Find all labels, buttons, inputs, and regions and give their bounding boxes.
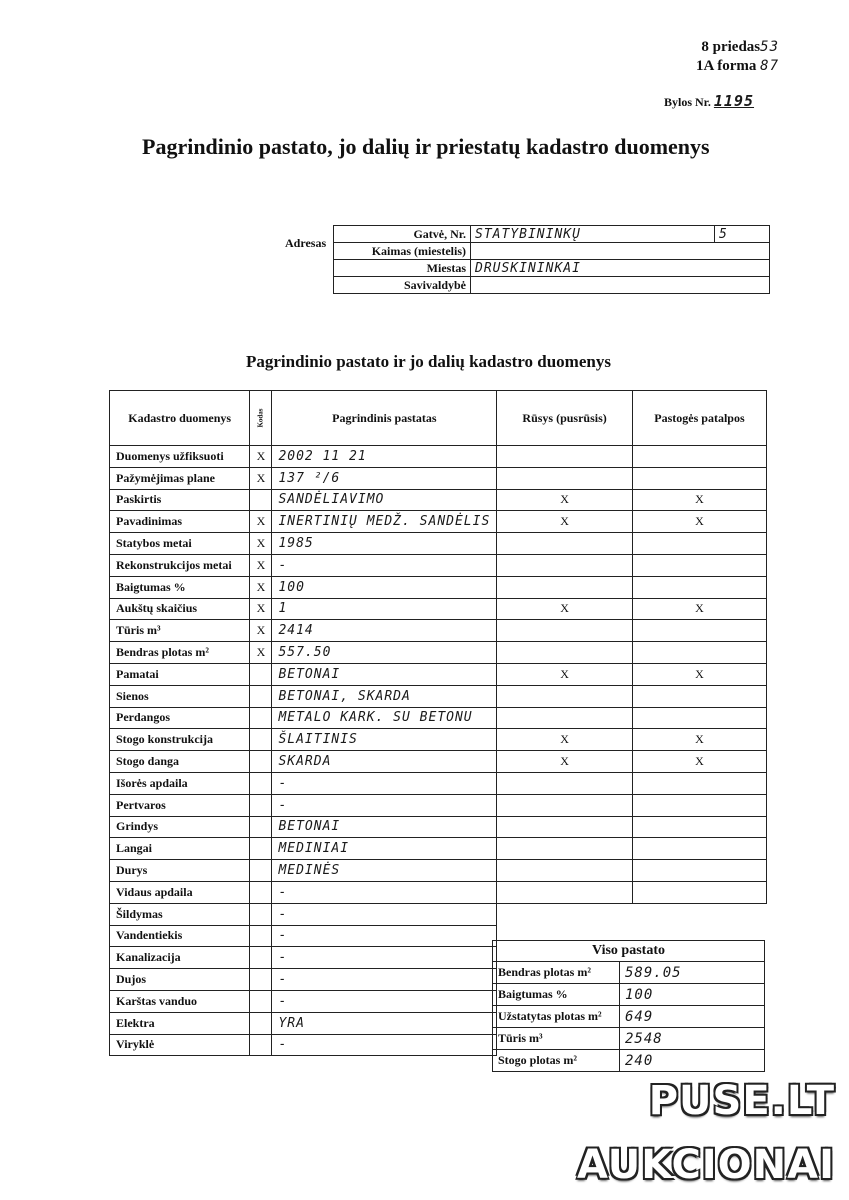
address-row-label: Gatvė, Nr. (334, 226, 471, 243)
main-building-cell: SANDĖLIAVIMO (272, 489, 497, 511)
building-totals-table (492, 940, 765, 1072)
blank-area (497, 903, 767, 925)
address-municipality-value (471, 277, 770, 294)
main-building-cell: MEDINĖS (272, 860, 497, 882)
address-table (333, 225, 770, 294)
basement-cell: X (497, 511, 633, 533)
table-row (110, 642, 767, 664)
attic-cell (632, 576, 766, 598)
table-row (110, 598, 767, 620)
code-cell (250, 1034, 272, 1056)
basement-cell (497, 707, 633, 729)
watermark-line-1: PUSE.LT (648, 1078, 835, 1124)
table-row (493, 1028, 765, 1050)
address-street-value: STATYBININKŲ (471, 226, 715, 243)
table-row (110, 860, 767, 882)
forma-note: 87 (760, 58, 779, 74)
totals-value: 240 (620, 1050, 765, 1072)
row-label: Pavadinimas (110, 511, 250, 533)
row-label: Rekonstrukcijos metai (110, 554, 250, 576)
main-building-cell: METALO KARK. SU BETONU (272, 707, 497, 729)
table-row (110, 511, 767, 533)
priedas-label: 8 priedas (701, 39, 761, 55)
row-label: Pažymėjimas plane (110, 467, 250, 489)
main-building-cell: SKARDA (272, 751, 497, 773)
main-building-cell: - (272, 794, 497, 816)
basement-cell (497, 576, 633, 598)
table-row (110, 838, 767, 860)
main-building-cell: BETONAI (272, 816, 497, 838)
table-row (493, 962, 765, 984)
column-header-attic: Pastogės patalpos (632, 391, 766, 446)
attic-cell (632, 533, 766, 555)
row-label: Stogo danga (110, 751, 250, 773)
row-label: Baigtumas % (110, 576, 250, 598)
address-row-label: Savivaldybė (334, 277, 471, 294)
code-cell: X (250, 533, 272, 555)
code-cell (250, 969, 272, 991)
basement-cell (497, 860, 633, 882)
main-building-cell: BETONAI (272, 663, 497, 685)
code-cell (250, 751, 272, 773)
totals-label: Baigtumas % (493, 984, 620, 1006)
code-cell (250, 925, 272, 947)
table-row (110, 772, 767, 794)
row-label: Elektra (110, 1012, 250, 1034)
basement-cell: X (497, 489, 633, 511)
basement-cell (497, 772, 633, 794)
code-cell: X (250, 446, 272, 468)
main-building-cell: BETONAI, SKARDA (272, 685, 497, 707)
code-cell: X (250, 576, 272, 598)
address-number-value: 5 (715, 226, 770, 243)
basement-cell (497, 642, 633, 664)
row-label: Aukštų skaičius (110, 598, 250, 620)
form-header (696, 38, 779, 76)
code-cell (250, 816, 272, 838)
row-label: Grindys (110, 816, 250, 838)
basement-cell: X (497, 663, 633, 685)
main-building-cell: 2414 (272, 620, 497, 642)
main-building-cell: - (272, 947, 497, 969)
table-row (110, 554, 767, 576)
row-label: Paskirtis (110, 489, 250, 511)
address-village-value (471, 243, 770, 260)
main-building-cell: - (272, 1034, 497, 1056)
attic-cell (632, 881, 766, 903)
basement-cell (497, 881, 633, 903)
basement-cell: X (497, 729, 633, 751)
case-number-label: Bylos Nr. (664, 95, 711, 109)
watermark-line-2: AUKCIONAI (577, 1142, 835, 1188)
main-building-cell: 2002 11 21 (272, 446, 497, 468)
totals-label: Tūris m³ (493, 1028, 620, 1050)
table-row (110, 707, 767, 729)
row-label: Stogo konstrukcija (110, 729, 250, 751)
main-building-cell: 557.50 (272, 642, 497, 664)
attic-cell (632, 816, 766, 838)
table-row (110, 576, 767, 598)
address-city-value: DRUSKININKAI (471, 260, 770, 277)
main-building-cell: 137 ²/6 (272, 467, 497, 489)
basement-cell (497, 838, 633, 860)
code-cell: X (250, 598, 272, 620)
attic-cell: X (632, 663, 766, 685)
code-cell (250, 729, 272, 751)
row-label: Išorės apdaila (110, 772, 250, 794)
main-building-cell: YRA (272, 1012, 497, 1034)
code-cell: X (250, 642, 272, 664)
case-number (664, 92, 754, 110)
row-label: Pamatai (110, 663, 250, 685)
table-row (493, 984, 765, 1006)
basement-cell: X (497, 751, 633, 773)
code-cell (250, 838, 272, 860)
table-row (493, 1006, 765, 1028)
attic-cell (632, 838, 766, 860)
section-title: Pagrindinio pastato ir jo dalių kadastro duomenys (246, 352, 611, 371)
totals-title: Viso pastato (493, 941, 765, 962)
attic-cell: X (632, 751, 766, 773)
main-building-cell: ŠLAITINIS (272, 729, 497, 751)
row-label: Langai (110, 838, 250, 860)
attic-cell: X (632, 598, 766, 620)
main-building-cell: 1 (272, 598, 497, 620)
attic-cell (632, 446, 766, 468)
code-cell: X (250, 620, 272, 642)
code-cell (250, 990, 272, 1012)
basement-cell (497, 816, 633, 838)
table-row (110, 685, 767, 707)
totals-value: 649 (620, 1006, 765, 1028)
row-label: Duomenys užfiksuoti (110, 446, 250, 468)
code-cell (250, 663, 272, 685)
address-row (334, 226, 770, 243)
attic-cell (632, 554, 766, 576)
main-building-cell: - (272, 925, 497, 947)
main-building-cell: - (272, 772, 497, 794)
table-row (110, 446, 767, 468)
main-building-cell: 1985 (272, 533, 497, 555)
table-row (110, 751, 767, 773)
code-cell (250, 772, 272, 794)
row-label: Vidaus apdaila (110, 881, 250, 903)
case-number-value: 1195 (713, 92, 755, 110)
table-row (110, 620, 767, 642)
code-cell: X (250, 554, 272, 576)
row-label: Sienos (110, 685, 250, 707)
totals-label: Bendras plotas m² (493, 962, 620, 984)
main-building-cell: - (272, 881, 497, 903)
table-row (110, 816, 767, 838)
basement-cell (497, 533, 633, 555)
row-label: Šildymas (110, 903, 250, 925)
table-row (110, 489, 767, 511)
code-cell (250, 794, 272, 816)
totals-value: 2548 (620, 1028, 765, 1050)
code-cell: X (250, 467, 272, 489)
table-row (110, 729, 767, 751)
row-label: Kanalizacija (110, 947, 250, 969)
priedas-note: 53 (760, 39, 779, 55)
attic-cell (632, 620, 766, 642)
main-building-cell: INERTINIŲ MEDŽ. SANDĖLIS (272, 511, 497, 533)
main-building-cell: - (272, 990, 497, 1012)
row-label: Tūris m³ (110, 620, 250, 642)
code-cell (250, 489, 272, 511)
basement-cell (497, 794, 633, 816)
attic-cell: X (632, 729, 766, 751)
totals-value: 589.05 (620, 962, 765, 984)
attic-cell (632, 685, 766, 707)
row-label: Vandentiekis (110, 925, 250, 947)
basement-cell (497, 467, 633, 489)
table-row (110, 663, 767, 685)
address-row-label: Kaimas (miestelis) (334, 243, 471, 260)
basement-cell (497, 620, 633, 642)
attic-cell (632, 642, 766, 664)
code-cell: X (250, 511, 272, 533)
table-row (110, 794, 767, 816)
attic-cell: X (632, 511, 766, 533)
totals-value: 100 (620, 984, 765, 1006)
address-row-label: Miestas (334, 260, 471, 277)
address-row (334, 277, 770, 294)
totals-label: Užstatytas plotas m² (493, 1006, 620, 1028)
code-cell (250, 707, 272, 729)
forma-label: 1A forma (695, 58, 757, 74)
basement-cell: X (497, 598, 633, 620)
address-label: Adresas (285, 236, 327, 250)
totals-label: Stogo plotas m² (493, 1050, 620, 1072)
main-building-cell: 100 (272, 576, 497, 598)
table-row (110, 467, 767, 489)
row-label: Dujos (110, 969, 250, 991)
main-building-cell: - (272, 969, 497, 991)
table-row (493, 1050, 765, 1072)
table-row (110, 533, 767, 555)
code-cell (250, 685, 272, 707)
attic-cell (632, 794, 766, 816)
attic-cell (632, 860, 766, 882)
table-row (110, 903, 767, 925)
row-label: Karštas vanduo (110, 990, 250, 1012)
row-label: Bendras plotas m² (110, 642, 250, 664)
column-header-cadastre: Kadastro duomenys (110, 391, 250, 446)
table-header-row (110, 391, 767, 446)
column-header-basement: Rūsys (pusrūsis) (497, 391, 633, 446)
basement-cell (497, 446, 633, 468)
main-building-cell: - (272, 903, 497, 925)
attic-cell (632, 707, 766, 729)
attic-cell: X (632, 489, 766, 511)
attic-cell (632, 467, 766, 489)
row-label: Viryklė (110, 1034, 250, 1056)
code-cell (250, 1012, 272, 1034)
address-row (334, 260, 770, 277)
basement-cell (497, 554, 633, 576)
page-title: Pagrindinio pastato, jo dalių ir priestatų kadastro duomenys (142, 134, 710, 159)
row-label: Durys (110, 860, 250, 882)
main-building-cell: MEDINIAI (272, 838, 497, 860)
row-label: Pertvaros (110, 794, 250, 816)
row-label: Perdangos (110, 707, 250, 729)
code-cell (250, 903, 272, 925)
table-row (110, 881, 767, 903)
basement-cell (497, 685, 633, 707)
attic-cell (632, 772, 766, 794)
column-header-code: Kodas (250, 391, 272, 446)
column-header-main-building: Pagrindinis pastatas (272, 391, 497, 446)
main-building-cell: - (272, 554, 497, 576)
address-row (334, 243, 770, 260)
row-label: Statybos metai (110, 533, 250, 555)
code-cell (250, 947, 272, 969)
code-cell (250, 881, 272, 903)
code-cell (250, 860, 272, 882)
